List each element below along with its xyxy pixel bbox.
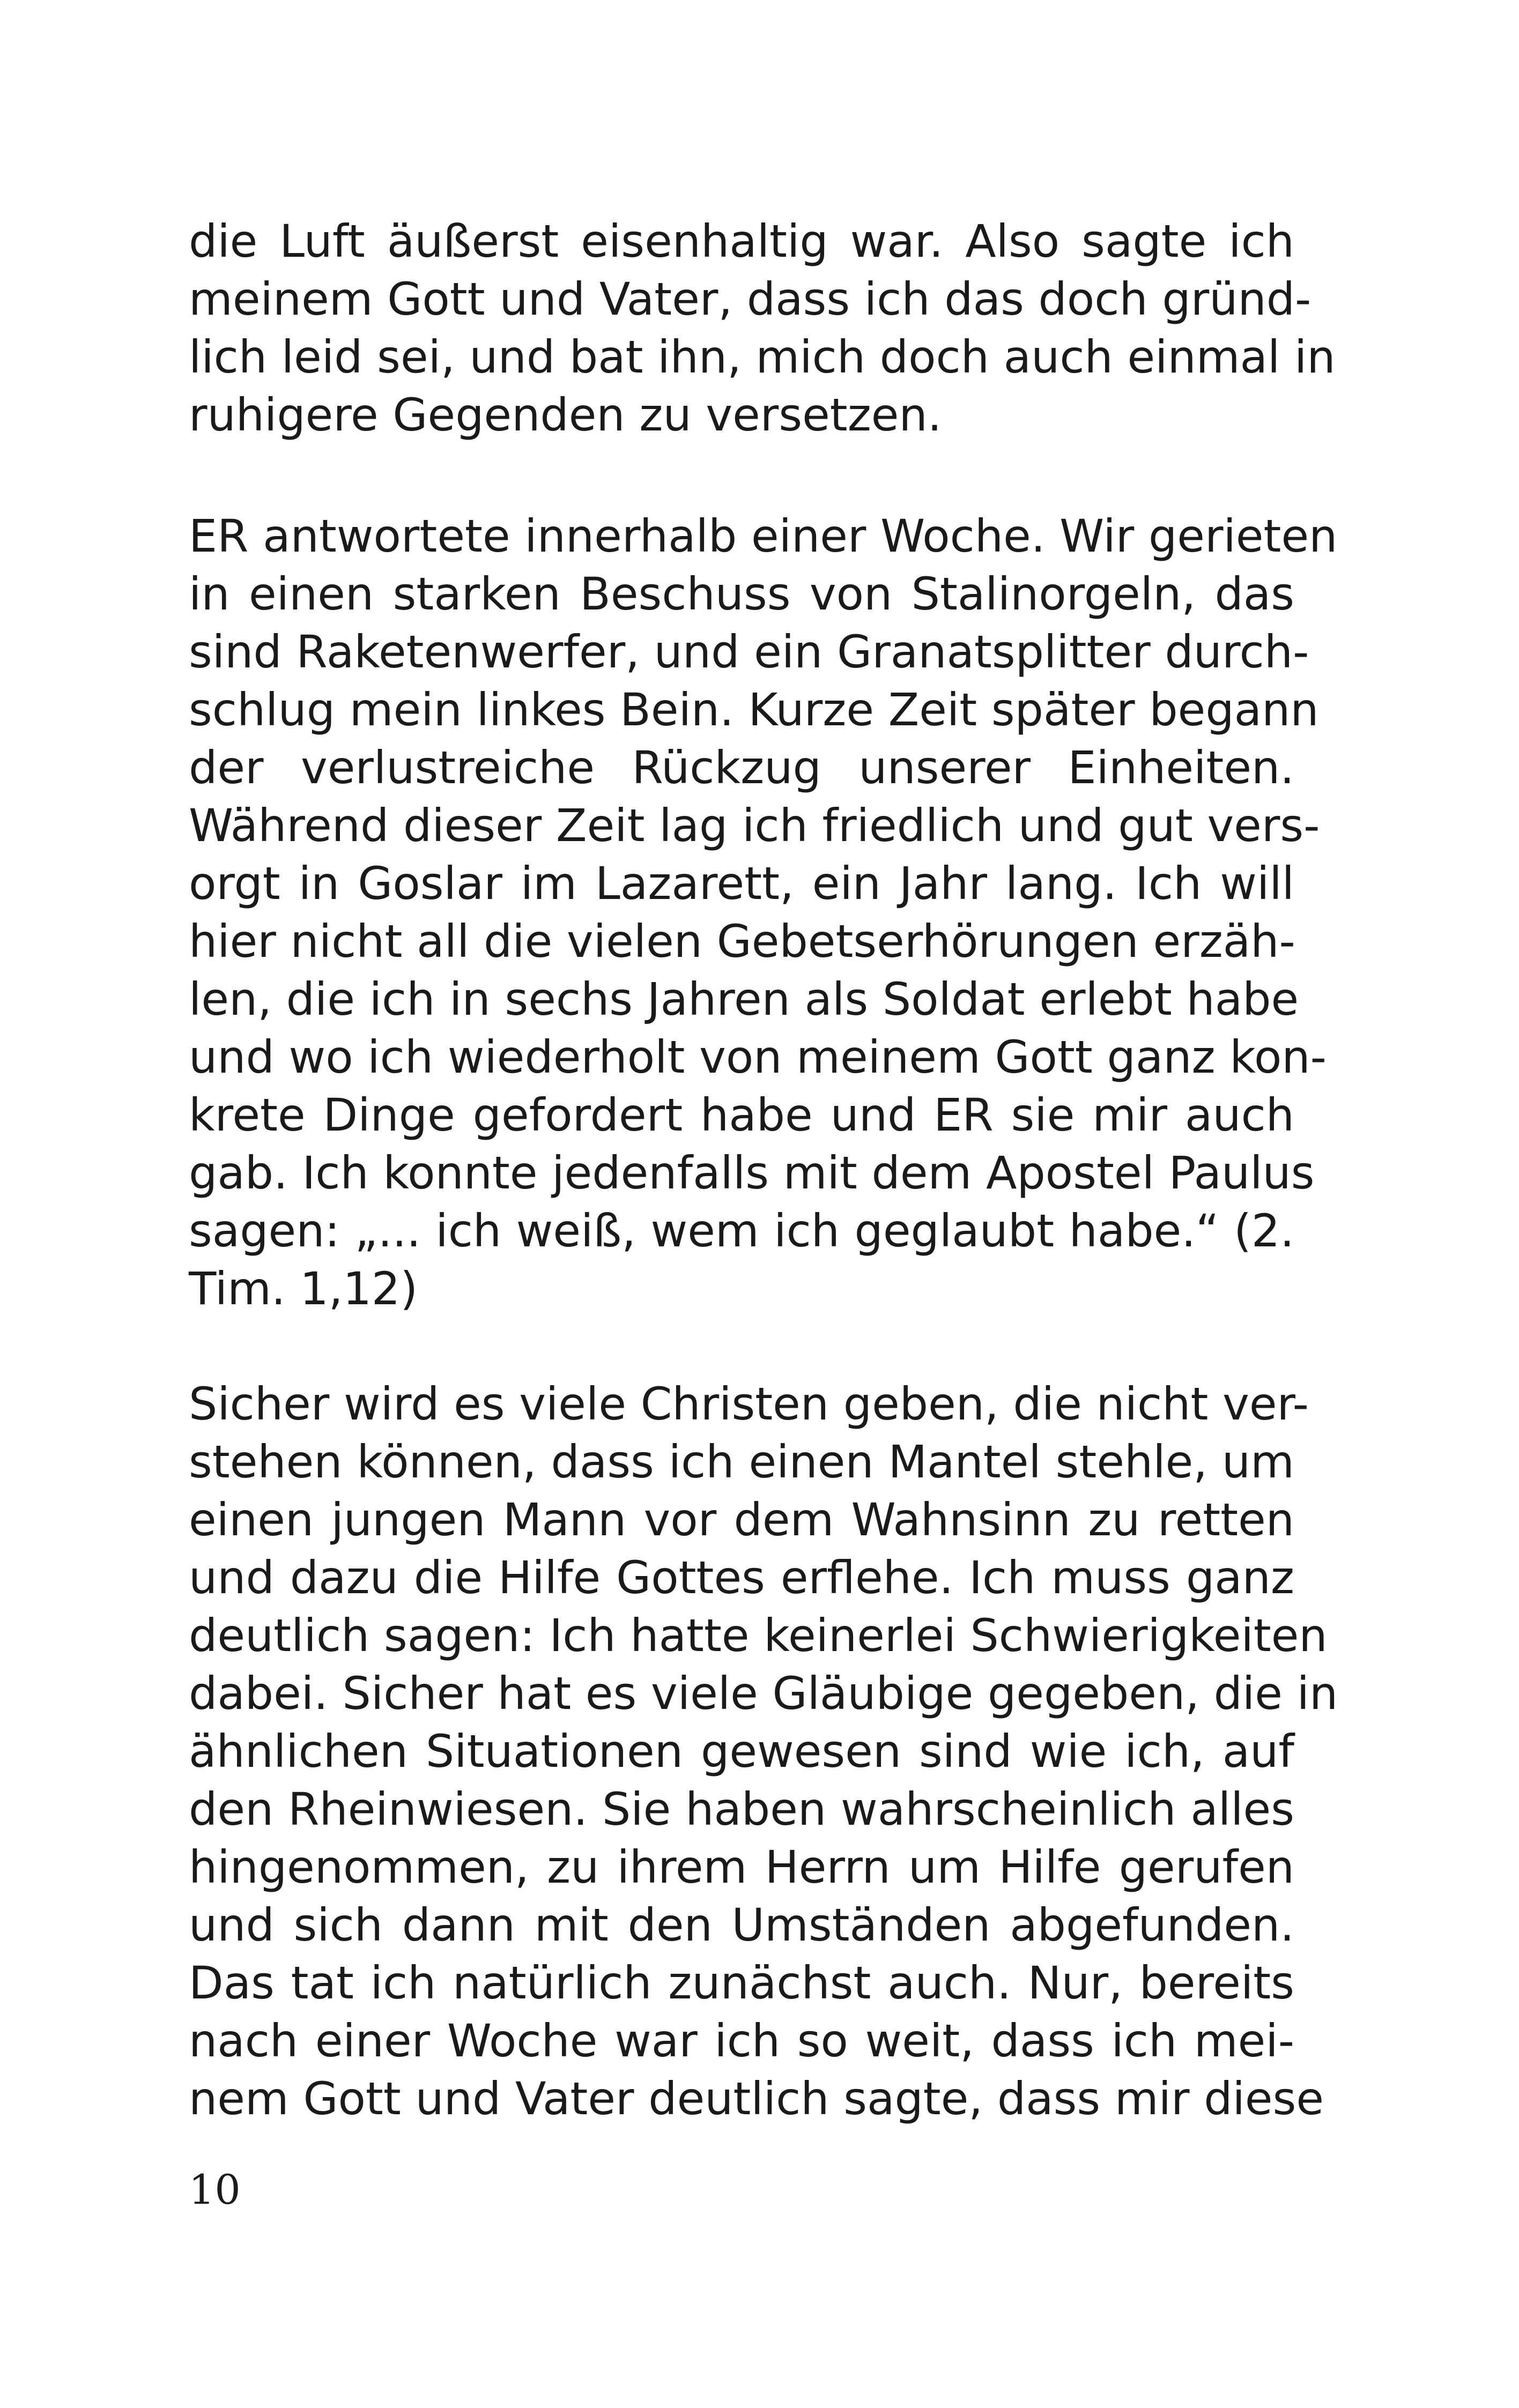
text-line: len, die ich in sechs Jahren als Soldat erlebt habe: [189, 973, 1299, 1025]
text-line: und sich dann mit den Umständen abgefunden.: [189, 1899, 1294, 1951]
paragraph-2: [189, 507, 1338, 1318]
text-line: dabei. Sicher hat es viele Gläubige gegeben, die in: [189, 1667, 1338, 1720]
text-line: Sicher wird es viele Christen geben, die nicht ver-: [189, 1378, 1309, 1430]
page-number: 10: [189, 2166, 241, 2213]
text-line: hier nicht all die vielen Gebetserhörungen erzäh-: [189, 915, 1295, 968]
text-line: orgt in Goslar im Lazarett, ein Jahr lang. Ich will: [189, 857, 1294, 910]
text-line: stehen können, dass ich einen Mantel stehle, um: [189, 1436, 1294, 1488]
text-line: ruhigere Gegenden zu versetzen.: [189, 389, 942, 441]
text-line: ähnlichen Situationen gewesen sind wie ich, auf: [189, 1725, 1294, 1778]
text-line: meinem Gott und Vater, dass ich das doch gründ-: [189, 273, 1311, 325]
text-line: gab. Ich konnte jedenfalls mit dem Apostel Paulus: [189, 1147, 1315, 1199]
text-line: lich leid sei, und bat ihn, mich doch auch einmal in: [189, 331, 1336, 383]
text-line: deutlich sagen: Ich hatte keinerlei Schwierigkeiten: [189, 1609, 1328, 1662]
text-line: nem Gott und Vater deutlich sagte, dass mir diese: [189, 2072, 1324, 2125]
text-line: sagen: „... ich weiß, wem ich geglaubt habe.“ (2.: [189, 1205, 1294, 1257]
paragraph-3: [189, 1375, 1338, 2128]
text-line: einen jungen Mann vor dem Wahnsinn zu retten: [189, 1493, 1294, 1546]
text-line: und wo ich wiederholt von meinem Gott ganz kon-: [189, 1031, 1327, 1083]
text-line: die Luft äußerst eisenhaltig war. Also sagte ich: [189, 215, 1294, 267]
text-line: ER antwortete innerhalb einer Woche. Wir gerieten: [189, 510, 1338, 562]
text-line: in einen starken Beschuss von Stalinorgeln, das: [189, 568, 1294, 620]
paragraph-1: [189, 212, 1336, 444]
text-line: Das tat ich natürlich zunächst auch. Nur, bereits: [189, 1957, 1294, 2009]
text-line: der verlustreiche Rückzug unserer Einheiten.: [189, 741, 1294, 794]
text-line: sind Raketenwerfer, und ein Granatsplitter durch-: [189, 626, 1309, 678]
text-line: hingenommen, zu ihrem Herrn um Hilfe gerufen: [189, 1841, 1294, 1893]
text-line: nach einer Woche war ich so weit, dass ich mei-: [189, 2015, 1294, 2067]
text-line: schlug mein linkes Bein. Kurze Zeit später begann: [189, 683, 1319, 736]
text-line: Während dieser Zeit lag ich friedlich und gut vers-: [189, 799, 1320, 852]
text-line: krete Dinge gefordert habe und ER sie mir auch: [189, 1089, 1294, 1141]
text-line: den Rheinwiesen. Sie haben wahrscheinlich alles: [189, 1783, 1294, 1835]
text-line: und dazu die Hilfe Gottes erflehe. Ich muss ganz: [189, 1551, 1294, 1604]
text-line: Tim. 1,12): [189, 1262, 418, 1315]
